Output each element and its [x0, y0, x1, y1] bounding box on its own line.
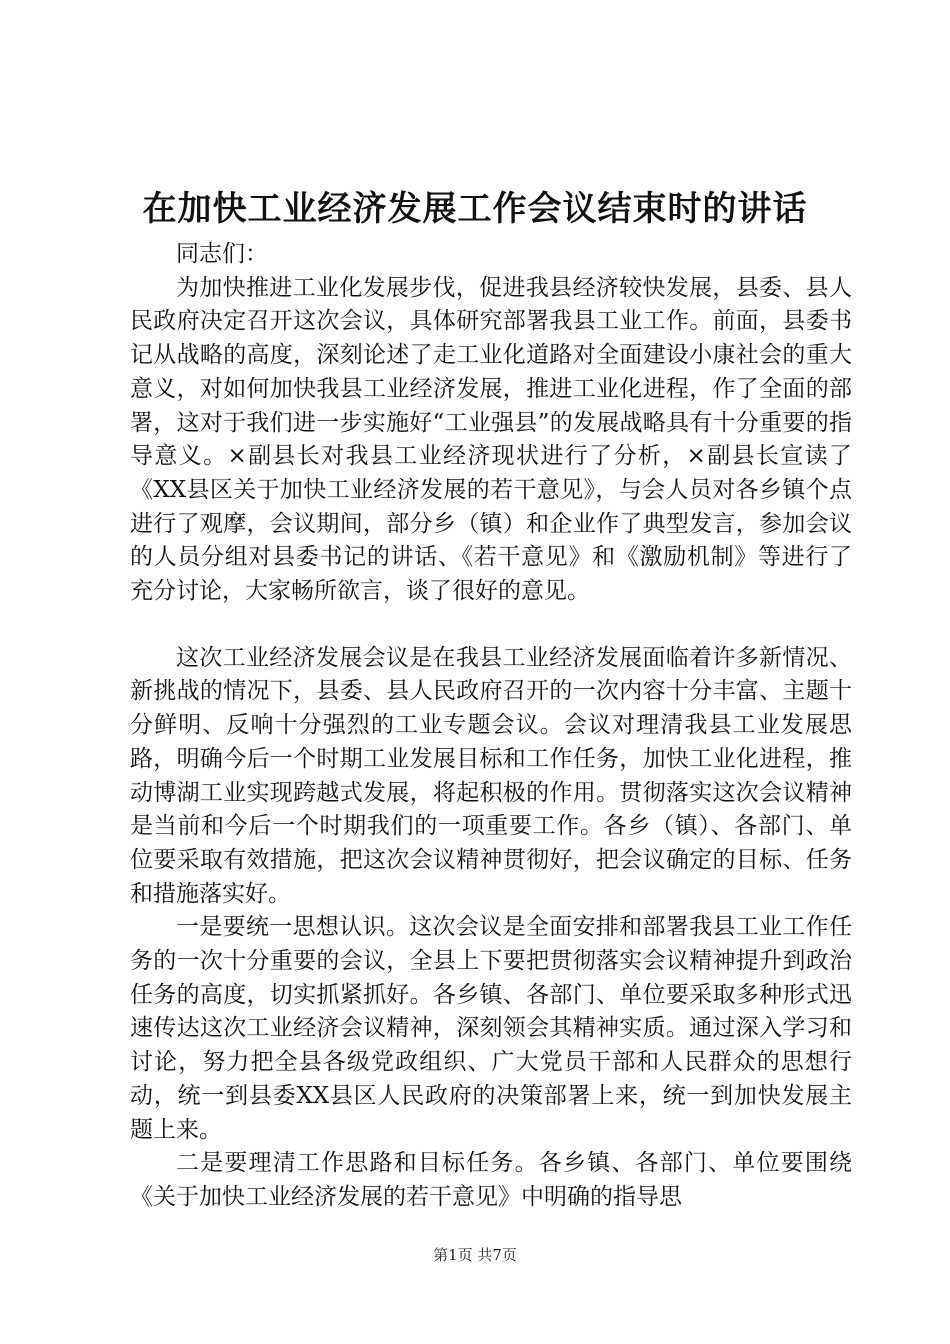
paragraph-3: 一是要统一思想认识。这次会议是全面安排和部署我县工业工作任务的一次十分重要的会议，全县上下要把贯彻落实会议精神提升到政治任务的高度，切实抓紧抓好。各乡镇、各部门、单位要采取多种形式迅速传达这次工业经济会议精神，深刻领会其精神实质。通过深入学习和讨论，努力把全县各级党政组织、广大党员干部和人民群众的思想行动，统一到县委XX县区人民政府的决策部署上来，统一到加快发展主题上来。 — [130, 914, 852, 1143]
document-title: 在加快工业经济发展工作会议结束时的讲话 — [142, 189, 808, 229]
paragraph-1: 为加快推进工业化发展步伐，促进我县经济较快发展，县委、县人民政府决定召开这次会议，具体研究部署我县工业工作。前面，县委书记从战略的高度，深刻论述了走工业化道路对全面建设小康社会的重大意义，对如何加快我县工业经济发展，推进工业化进程，作了全面的部署，这对于我们进一步实施好“工业强县”的发展战略具有十分重要的指导意义。×副县长对我县工业经济现状进行了分析，×副县长宣读了《XX县区关于加快工业经济发展的若干意见》，与会人员对各乡镇个点进行了观摩，会议期间，部分乡（镇）和企业作了典型发言，参加会议的人员分组对县委书记的讲话、《若干意见》和《激励机制》等进行了充分讨论，大家畅所欲言，谈了很好的意见。 — [130, 274, 852, 605]
document-body — [130, 238, 852, 1215]
paragraph-4: 二是要理清工作思路和目标任务。各乡镇、各部门、单位要围绕《关于加快工业经济发展的若干意见》中明确的指导思 — [130, 1150, 852, 1210]
page-number-footer: 第1页 共7页 — [433, 1246, 517, 1264]
salutation: 同志们： — [176, 241, 268, 267]
paragraph-2: 这次工业经济发展会议是在我县工业经济发展面临着许多新情况、新挑战的情况下，县委、县人民政府召开的一次内容十分丰富、主题十分鲜明、反响十分强烈的工业专题会议。会议对理清我县工业发展思路，明确今后一个时期工业发展目标和工作任务，加快工业化进程，推动博湖工业实现跨越式发展，将起积极的作用。贯彻落实这次会议精神是当前和今后一个时期我们的一项重要工作。各乡（镇）、各部门、单位要采取有效措施，把这次会议精神贯彻好，把会议确定的目标、任务和措施落实好。 — [130, 644, 852, 907]
